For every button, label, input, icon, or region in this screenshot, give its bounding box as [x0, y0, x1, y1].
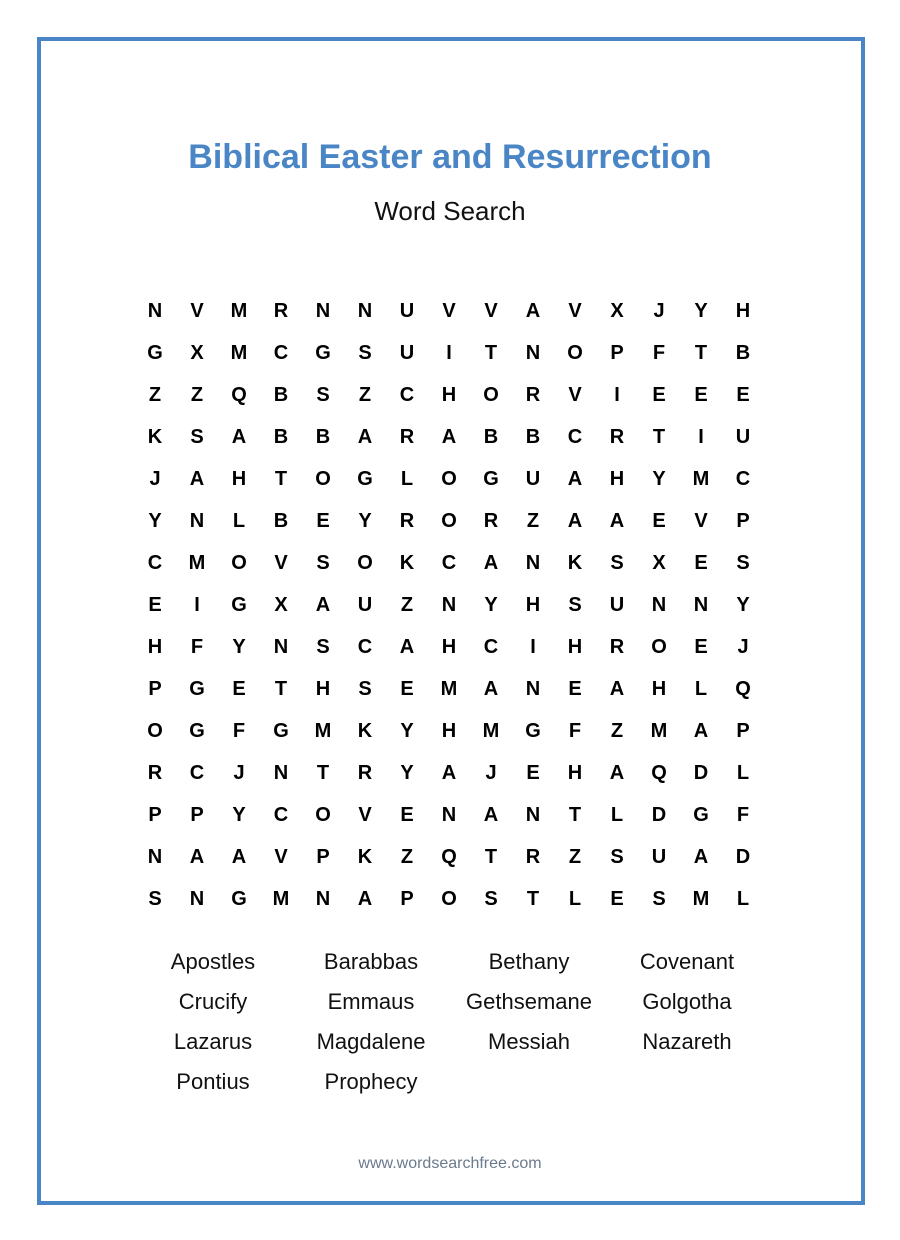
grid-letter: N: [525, 803, 541, 826]
grid-letter: A: [567, 509, 583, 532]
grid-letter: I: [194, 593, 200, 616]
grid-letter: Y: [232, 803, 246, 826]
grid-letter: T: [526, 887, 540, 910]
grid-letter: T: [274, 467, 288, 490]
grid-letter: A: [441, 425, 457, 448]
grid-letter: J: [737, 635, 749, 658]
grid-letter: F: [190, 635, 204, 658]
grid-letter: O: [483, 383, 499, 406]
grid-letter: E: [400, 803, 414, 826]
grid-letter: A: [693, 719, 709, 742]
grid-letter: S: [190, 425, 204, 448]
grid-letter: G: [273, 719, 289, 742]
grid-letter: S: [736, 551, 750, 574]
grid-letter: O: [441, 887, 457, 910]
grid-letter: N: [189, 509, 205, 532]
grid-letter: R: [483, 509, 499, 532]
grid-letter: E: [652, 509, 666, 532]
grid-letter: Y: [148, 509, 162, 532]
grid-letter: N: [189, 887, 205, 910]
grid-letter: R: [525, 383, 541, 406]
grid-letter: Y: [232, 635, 246, 658]
word-list-item: Messiah: [488, 1029, 570, 1054]
grid-letter: Z: [526, 509, 540, 532]
grid-letter: Z: [358, 383, 372, 406]
grid-letter: H: [441, 719, 457, 742]
grid-letter: O: [231, 551, 247, 574]
grid-letter: F: [736, 803, 750, 826]
grid-letter: U: [651, 845, 667, 868]
grid-letter: E: [232, 677, 246, 700]
grid-letter: P: [736, 509, 750, 532]
grid-letter: I: [614, 383, 620, 406]
grid-letter: J: [149, 467, 161, 490]
grid-letter: U: [609, 593, 625, 616]
grid-letter: H: [525, 593, 541, 616]
grid-letter: S: [568, 593, 582, 616]
grid-letter: Y: [652, 467, 666, 490]
grid-letter: K: [147, 425, 163, 448]
grid-letter: O: [651, 635, 667, 658]
grid-letter: E: [400, 677, 414, 700]
grid-letter: N: [147, 299, 163, 322]
grid-letter: G: [231, 593, 247, 616]
word-list-item: Covenant: [639, 949, 735, 974]
grid-letter: S: [316, 635, 330, 658]
grid-letter: C: [441, 551, 457, 574]
grid-letter: U: [399, 341, 415, 364]
page-subtitle: Word Search: [374, 196, 526, 226]
grid-letter: U: [399, 299, 415, 322]
grid-letter: H: [441, 383, 457, 406]
footer-url: www.wordsearchfree.com: [358, 1155, 542, 1172]
grid-letter: B: [525, 425, 541, 448]
grid-letter: T: [694, 341, 708, 364]
grid-letter: M: [188, 551, 206, 574]
grid-letter: O: [315, 803, 331, 826]
grid-letter: X: [274, 593, 288, 616]
grid-letter: D: [693, 761, 709, 784]
grid-letter: T: [568, 803, 582, 826]
grid-letter: O: [567, 341, 583, 364]
grid-letter: Z: [190, 383, 204, 406]
grid-letter: G: [231, 887, 247, 910]
grid-letter: Q: [735, 677, 751, 700]
grid-letter: C: [273, 803, 289, 826]
grid-letter: T: [274, 677, 288, 700]
grid-letter: N: [147, 845, 163, 868]
word-list-item: Barabbas: [323, 949, 419, 974]
grid-letter: C: [147, 551, 163, 574]
grid-letter: D: [735, 845, 751, 868]
grid-letter: T: [652, 425, 666, 448]
word-list-item: Magdalene: [316, 1029, 426, 1054]
grid-letter: L: [694, 677, 708, 700]
grid-letter: S: [358, 677, 372, 700]
grid-letter: R: [399, 509, 415, 532]
grid-letter: V: [442, 299, 456, 322]
grid-letter: A: [231, 425, 247, 448]
grid-letter: H: [147, 635, 163, 658]
grid-letter: E: [694, 551, 708, 574]
grid-letter: N: [441, 803, 457, 826]
grid-letter: K: [399, 551, 415, 574]
grid-letter: Z: [568, 845, 582, 868]
grid-letter: T: [316, 761, 330, 784]
grid-letter: N: [357, 299, 373, 322]
grid-letter: N: [693, 593, 709, 616]
grid-letter: V: [568, 299, 582, 322]
grid-letter: R: [147, 761, 163, 784]
grid-letter: P: [736, 719, 750, 742]
grid-letter: V: [274, 551, 288, 574]
grid-letter: H: [735, 299, 751, 322]
grid-letter: P: [316, 845, 330, 868]
grid-letter: A: [609, 509, 625, 532]
word-list-item: Lazarus: [173, 1029, 253, 1054]
grid-letter: A: [189, 467, 205, 490]
grid-letter: L: [232, 509, 246, 532]
word-list-item: Prophecy: [324, 1069, 418, 1094]
grid-letter: C: [483, 635, 499, 658]
grid-letter: V: [484, 299, 498, 322]
grid-letter: O: [357, 551, 373, 574]
grid-letter: S: [316, 383, 330, 406]
grid-letter: H: [567, 635, 583, 658]
grid-letter: S: [652, 887, 666, 910]
grid-letter: F: [568, 719, 582, 742]
grid-letter: B: [273, 509, 289, 532]
grid-letter: O: [441, 509, 457, 532]
grid-letter: X: [190, 341, 204, 364]
grid-letter: H: [441, 635, 457, 658]
grid-letter: H: [315, 677, 331, 700]
grid-letter: X: [610, 299, 624, 322]
grid-letter: B: [483, 425, 499, 448]
grid-letter: C: [399, 383, 415, 406]
grid-letter: I: [446, 341, 452, 364]
grid-letter: A: [315, 593, 331, 616]
grid-letter: P: [400, 887, 414, 910]
grid-letter: L: [736, 761, 750, 784]
grid-letter: R: [609, 425, 625, 448]
grid-letter: Y: [694, 299, 708, 322]
grid-letter: E: [316, 509, 330, 532]
grid-letter: L: [736, 887, 750, 910]
grid-letter: B: [273, 425, 289, 448]
grid-letter: A: [609, 677, 625, 700]
grid-letter: J: [485, 761, 497, 784]
grid-letter: Q: [441, 845, 457, 868]
grid-letter: H: [567, 761, 583, 784]
grid-letter: N: [441, 593, 457, 616]
grid-letter: X: [652, 551, 666, 574]
grid-letter: C: [273, 341, 289, 364]
grid-letter: A: [483, 677, 499, 700]
grid-letter: M: [692, 887, 710, 910]
grid-letter: E: [568, 677, 582, 700]
grid-letter: G: [189, 677, 205, 700]
grid-letter: V: [568, 383, 582, 406]
grid-letter: U: [357, 593, 373, 616]
grid-letter: Z: [400, 845, 414, 868]
word-list-item: Apostles: [170, 949, 256, 974]
word-list-item: Nazareth: [642, 1029, 732, 1054]
grid-letter: G: [483, 467, 499, 490]
word-list-item: Pontius: [176, 1069, 250, 1094]
grid-letter: V: [190, 299, 204, 322]
grid-letter: M: [440, 677, 458, 700]
grid-letter: V: [694, 509, 708, 532]
grid-letter: G: [693, 803, 709, 826]
grid-letter: P: [148, 677, 162, 700]
grid-letter: G: [189, 719, 205, 742]
grid-letter: S: [484, 887, 498, 910]
grid-letter: Q: [231, 383, 247, 406]
grid-letter: A: [567, 467, 583, 490]
grid-letter: Y: [358, 509, 372, 532]
grid-letter: K: [357, 845, 373, 868]
grid-letter: G: [315, 341, 331, 364]
grid-letter: M: [650, 719, 668, 742]
grid-letter: H: [231, 467, 247, 490]
grid-letter: Z: [400, 593, 414, 616]
grid-letter: E: [736, 383, 750, 406]
grid-letter: A: [189, 845, 205, 868]
grid-letter: V: [358, 803, 372, 826]
grid-letter: A: [357, 887, 373, 910]
grid-letter: U: [525, 467, 541, 490]
grid-letter: S: [610, 845, 624, 868]
grid-letter: H: [651, 677, 667, 700]
grid-letter: B: [273, 383, 289, 406]
grid-letter: A: [525, 299, 541, 322]
grid-letter: Z: [610, 719, 624, 742]
grid-letter: L: [568, 887, 582, 910]
grid-letter: Q: [651, 761, 667, 784]
grid-letter: B: [315, 425, 331, 448]
grid-letter: T: [484, 845, 498, 868]
grid-letter: M: [692, 467, 710, 490]
grid-letter: J: [233, 761, 245, 784]
grid-letter: N: [525, 551, 541, 574]
grid-letter: N: [273, 761, 289, 784]
grid-letter: H: [609, 467, 625, 490]
grid-letter: O: [441, 467, 457, 490]
word-list-item: Golgotha: [642, 989, 732, 1014]
grid-letter: L: [610, 803, 624, 826]
grid-letter: U: [735, 425, 751, 448]
grid-letter: E: [148, 593, 162, 616]
grid-letter: Y: [736, 593, 750, 616]
grid-letter: S: [316, 551, 330, 574]
grid-letter: R: [399, 425, 415, 448]
grid-letter: F: [232, 719, 246, 742]
grid-letter: A: [231, 845, 247, 868]
word-list-item: Crucify: [178, 989, 248, 1014]
grid-letter: E: [610, 887, 624, 910]
grid-letter: P: [148, 803, 162, 826]
letter-grid: [134, 290, 764, 920]
grid-letter: E: [694, 635, 708, 658]
grid-letter: N: [525, 341, 541, 364]
grid-letter: I: [698, 425, 704, 448]
grid-letter: C: [357, 635, 373, 658]
word-list-item: Bethany: [488, 949, 570, 974]
grid-letter: S: [610, 551, 624, 574]
grid-letter: G: [147, 341, 163, 364]
grid-letter: M: [272, 887, 290, 910]
grid-letter: R: [273, 299, 289, 322]
grid-letter: N: [315, 299, 331, 322]
grid-letter: S: [358, 341, 372, 364]
grid-letter: C: [567, 425, 583, 448]
grid-letter: L: [400, 467, 414, 490]
grid-letter: E: [526, 761, 540, 784]
grid-letter: R: [525, 845, 541, 868]
grid-letter: A: [483, 803, 499, 826]
grid-letter: P: [610, 341, 624, 364]
grid-letter: N: [315, 887, 331, 910]
grid-letter: N: [273, 635, 289, 658]
grid-letter: M: [230, 341, 248, 364]
grid-letter: V: [274, 845, 288, 868]
grid-letter: E: [652, 383, 666, 406]
grid-letter: Y: [484, 593, 498, 616]
grid-letter: O: [147, 719, 163, 742]
grid-letter: K: [357, 719, 373, 742]
word-list-item: Gethsemane: [466, 989, 592, 1014]
grid-letter: D: [651, 803, 667, 826]
grid-letter: M: [482, 719, 500, 742]
grid-letter: M: [230, 299, 248, 322]
grid-letter: T: [484, 341, 498, 364]
grid-letter: J: [653, 299, 665, 322]
grid-letter: Y: [400, 719, 414, 742]
grid-letter: G: [525, 719, 541, 742]
grid-letter: A: [609, 761, 625, 784]
grid-letter: M: [314, 719, 332, 742]
grid-letter: A: [357, 425, 373, 448]
grid-letter: A: [441, 761, 457, 784]
grid-letter: I: [530, 635, 536, 658]
grid-letter: F: [652, 341, 666, 364]
grid-letter: R: [609, 635, 625, 658]
grid-letter: N: [525, 677, 541, 700]
grid-letter: K: [567, 551, 583, 574]
grid-letter: A: [483, 551, 499, 574]
grid-letter: G: [357, 467, 373, 490]
grid-letter: C: [735, 467, 751, 490]
grid-letter: P: [190, 803, 204, 826]
word-list-item: Emmaus: [327, 989, 415, 1014]
page-title: Biblical Easter and Resurrection: [188, 138, 712, 176]
grid-letter: Z: [148, 383, 162, 406]
grid-letter: S: [148, 887, 162, 910]
grid-letter: R: [357, 761, 373, 784]
grid-letter: N: [651, 593, 667, 616]
grid-letter: E: [694, 383, 708, 406]
grid-letter: A: [693, 845, 709, 868]
grid-letter: C: [189, 761, 205, 784]
grid-letter: O: [315, 467, 331, 490]
word-list: [134, 942, 766, 1102]
grid-letter: Y: [400, 761, 414, 784]
grid-letter: A: [399, 635, 415, 658]
grid-letter: B: [735, 341, 751, 364]
